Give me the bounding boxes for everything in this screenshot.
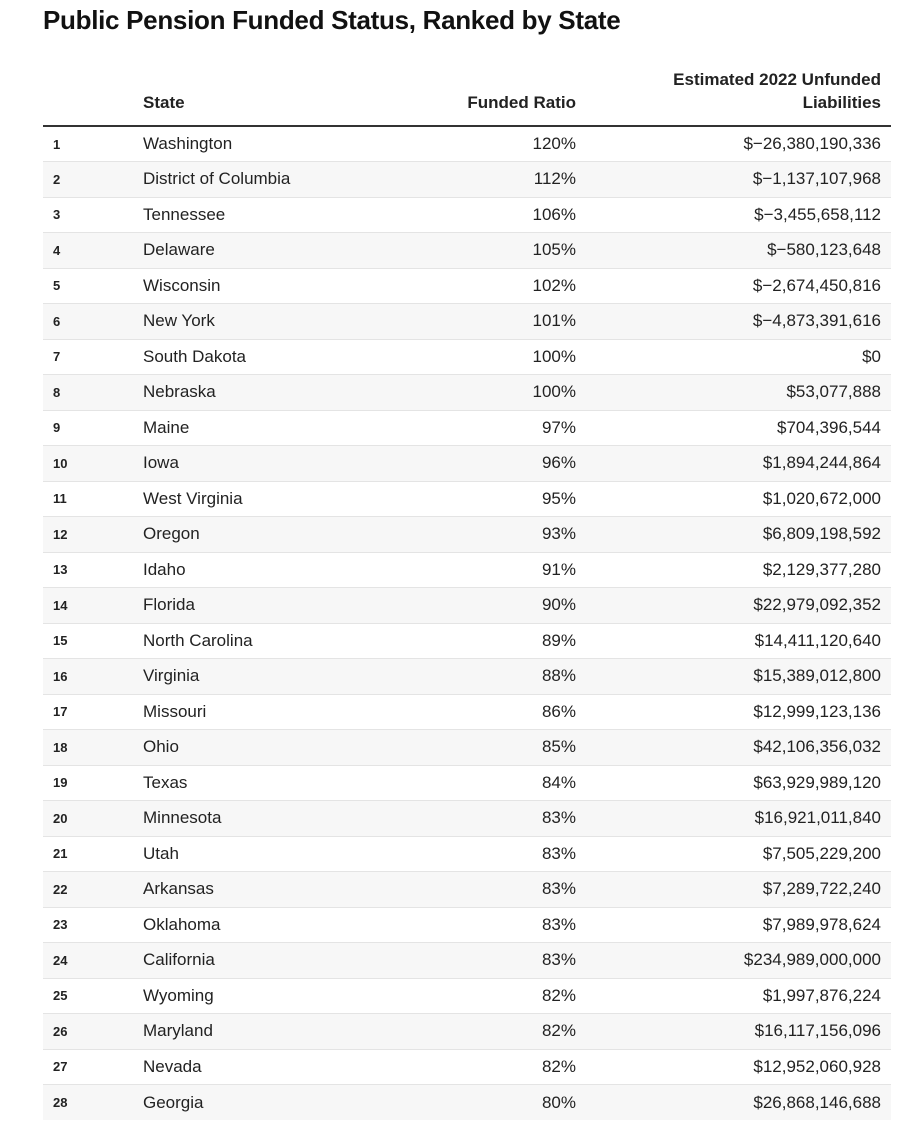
funded-ratio-cell: 97% bbox=[541, 417, 576, 437]
table-row bbox=[43, 978, 891, 1014]
table-row bbox=[43, 410, 891, 446]
funded-ratio-cell: 82% bbox=[541, 1056, 576, 1076]
funded-ratio-cell: 91% bbox=[541, 559, 576, 579]
state-cell: Ohio bbox=[143, 737, 179, 757]
funded-ratio-cell: 95% bbox=[541, 488, 576, 508]
unfunded-liabilities-cell: $22,979,092,352 bbox=[753, 595, 881, 615]
table-row bbox=[43, 765, 891, 801]
state-cell: New York bbox=[143, 311, 215, 331]
rank-cell: 1 bbox=[53, 136, 61, 152]
state-cell: Iowa bbox=[143, 453, 179, 473]
funded-ratio-cell: 106% bbox=[532, 204, 576, 224]
rank-cell: 21 bbox=[53, 846, 68, 862]
unfunded-liabilities-cell: $26,868,146,688 bbox=[753, 1092, 881, 1112]
state-cell: Nebraska bbox=[143, 382, 216, 402]
state-cell: Maryland bbox=[143, 1021, 213, 1041]
table-row bbox=[43, 304, 891, 340]
unfunded-liabilities-cell: $2,129,377,280 bbox=[762, 559, 881, 579]
unfunded-liabilities-cell: $−1,137,107,968 bbox=[752, 169, 881, 189]
state-cell: Virginia bbox=[143, 666, 200, 686]
unfunded-liabilities-cell: $1,894,244,864 bbox=[762, 453, 881, 473]
table-row bbox=[43, 126, 891, 162]
rank-cell: 18 bbox=[53, 739, 68, 755]
table-row bbox=[43, 588, 891, 624]
rank-cell: 22 bbox=[53, 881, 68, 897]
unfunded-liabilities-cell: $−4,873,391,616 bbox=[752, 311, 881, 331]
state-cell: Wisconsin bbox=[143, 275, 221, 295]
table-row bbox=[43, 872, 891, 908]
table-row bbox=[43, 730, 891, 766]
rank-cell: 17 bbox=[53, 704, 68, 720]
table-header-row bbox=[43, 68, 891, 126]
state-cell: South Dakota bbox=[143, 346, 247, 366]
page-title: Public Pension Funded Status, Ranked by State bbox=[43, 5, 621, 35]
unfunded-liabilities-cell: $14,411,120,640 bbox=[754, 630, 881, 650]
table-row bbox=[43, 659, 891, 695]
table-row bbox=[43, 446, 891, 482]
funded-ratio-cell: 80% bbox=[541, 1092, 576, 1112]
unfunded-liabilities-cell: $1,020,672,000 bbox=[762, 488, 881, 508]
rank-cell: 4 bbox=[53, 242, 61, 258]
funded-ratio-cell: 83% bbox=[541, 843, 576, 863]
header-rank bbox=[43, 68, 133, 126]
funded-ratio-cell: 96% bbox=[541, 453, 576, 473]
unfunded-liabilities-cell: $12,999,123,136 bbox=[753, 701, 881, 721]
rank-cell: 20 bbox=[53, 810, 68, 826]
state-cell: Missouri bbox=[143, 701, 207, 721]
pension-table bbox=[43, 68, 891, 1120]
table-row bbox=[43, 197, 891, 233]
unfunded-liabilities-cell: $12,952,060,928 bbox=[753, 1056, 881, 1076]
funded-ratio-cell: 90% bbox=[541, 595, 576, 615]
unfunded-liabilities-cell: $704,396,544 bbox=[777, 417, 881, 437]
funded-ratio-cell: 101% bbox=[532, 311, 576, 331]
state-cell: Arkansas bbox=[143, 879, 214, 899]
state-cell: Tennessee bbox=[143, 204, 226, 224]
rank-cell: 8 bbox=[53, 384, 61, 400]
state-cell: Idaho bbox=[143, 559, 186, 579]
unfunded-liabilities-cell: $−580,123,648 bbox=[767, 240, 881, 260]
unfunded-liabilities-cell: $7,505,229,200 bbox=[762, 843, 881, 863]
state-cell: Oregon bbox=[143, 524, 200, 544]
state-cell: Oklahoma bbox=[143, 914, 221, 934]
header-funded-ratio: Funded Ratio bbox=[373, 68, 586, 126]
unfunded-liabilities-cell: $−3,455,658,112 bbox=[754, 204, 881, 224]
unfunded-liabilities-cell: $234,989,000,000 bbox=[743, 950, 881, 970]
table-row bbox=[43, 517, 891, 553]
funded-ratio-cell: 93% bbox=[541, 524, 576, 544]
funded-ratio-cell: 85% bbox=[541, 737, 576, 757]
state-cell: Maine bbox=[143, 417, 190, 437]
rank-cell: 23 bbox=[53, 917, 68, 933]
unfunded-liabilities-cell: $15,389,012,800 bbox=[753, 666, 881, 686]
funded-ratio-cell: 86% bbox=[541, 701, 576, 721]
funded-ratio-cell: 89% bbox=[541, 630, 576, 650]
unfunded-liabilities-cell: $7,989,978,624 bbox=[762, 914, 881, 934]
rank-cell: 27 bbox=[53, 1059, 68, 1075]
state-cell: California bbox=[143, 950, 215, 970]
unfunded-liabilities-cell: $63,929,989,120 bbox=[753, 772, 881, 792]
unfunded-liabilities-cell: $16,921,011,840 bbox=[754, 808, 881, 828]
state-cell: District of Columbia bbox=[143, 169, 291, 189]
table-row bbox=[43, 623, 891, 659]
rank-cell: 16 bbox=[53, 668, 68, 684]
table-row bbox=[43, 907, 891, 943]
funded-ratio-cell: 82% bbox=[541, 985, 576, 1005]
header-state: State bbox=[133, 68, 373, 126]
state-cell: Wyoming bbox=[143, 985, 214, 1005]
unfunded-liabilities-cell: $53,077,888 bbox=[786, 382, 881, 402]
rank-cell: 9 bbox=[53, 420, 61, 436]
funded-ratio-cell: 100% bbox=[532, 382, 576, 402]
rank-cell: 2 bbox=[53, 171, 61, 187]
table-row bbox=[43, 268, 891, 304]
rank-cell: 13 bbox=[53, 562, 68, 578]
unfunded-liabilities-cell: $−2,674,450,816 bbox=[752, 275, 881, 295]
rank-cell: 11 bbox=[53, 491, 67, 507]
funded-ratio-cell: 100% bbox=[532, 346, 576, 366]
funded-ratio-cell: 82% bbox=[541, 1021, 576, 1041]
rank-cell: 3 bbox=[53, 207, 61, 223]
table-row bbox=[43, 162, 891, 198]
rank-cell: 28 bbox=[53, 1095, 68, 1110]
funded-ratio-cell: 120% bbox=[532, 134, 576, 153]
state-cell: Delaware bbox=[143, 240, 215, 260]
funded-ratio-cell: 83% bbox=[541, 808, 576, 828]
table-row bbox=[43, 233, 891, 269]
state-cell: Minnesota bbox=[143, 808, 222, 828]
table-row bbox=[43, 1085, 891, 1121]
unfunded-liabilities-cell: $16,117,156,096 bbox=[754, 1021, 881, 1041]
rank-cell: 24 bbox=[53, 952, 68, 968]
unfunded-liabilities-cell: $1,997,876,224 bbox=[762, 985, 881, 1005]
state-cell: Texas bbox=[143, 772, 188, 792]
table-row bbox=[43, 375, 891, 411]
funded-ratio-cell: 112% bbox=[533, 169, 576, 189]
header-unfunded-liabilities-label: Estimated 2022 Unfunded Liabilities bbox=[673, 70, 881, 112]
table-row bbox=[43, 339, 891, 375]
funded-ratio-cell: 105% bbox=[532, 240, 576, 260]
funded-ratio-cell: 88% bbox=[541, 666, 576, 686]
state-cell: Georgia bbox=[143, 1092, 204, 1112]
state-cell: North Carolina bbox=[143, 630, 253, 650]
table-row bbox=[43, 694, 891, 730]
table-row bbox=[43, 1014, 891, 1050]
table-row bbox=[43, 801, 891, 837]
funded-ratio-cell: 84% bbox=[541, 772, 576, 792]
state-cell: Utah bbox=[143, 843, 179, 863]
state-cell: Nevada bbox=[143, 1056, 202, 1076]
rank-cell: 25 bbox=[53, 988, 68, 1004]
rank-cell: 7 bbox=[53, 349, 61, 365]
funded-ratio-cell: 83% bbox=[541, 879, 576, 899]
table-row bbox=[43, 943, 891, 979]
unfunded-liabilities-cell: $6,809,198,592 bbox=[762, 524, 881, 544]
rank-cell: 19 bbox=[53, 775, 68, 791]
rank-cell: 5 bbox=[53, 278, 61, 294]
rank-cell: 12 bbox=[53, 526, 68, 542]
rank-cell: 10 bbox=[53, 455, 68, 471]
unfunded-liabilities-cell: $−26,380,190,336 bbox=[743, 134, 881, 153]
rank-cell: 15 bbox=[53, 633, 68, 649]
table-row bbox=[43, 1049, 891, 1085]
table-row bbox=[43, 552, 891, 588]
table-row bbox=[43, 836, 891, 872]
state-cell: Washington bbox=[143, 134, 233, 153]
header-unfunded-liabilities bbox=[586, 68, 891, 126]
unfunded-liabilities-cell: $7,289,722,240 bbox=[762, 879, 881, 899]
rank-cell: 26 bbox=[53, 1023, 68, 1039]
rank-cell: 6 bbox=[53, 313, 61, 329]
state-cell: West Virginia bbox=[143, 488, 243, 508]
table-body bbox=[43, 126, 891, 1120]
table-row bbox=[43, 481, 891, 517]
funded-ratio-cell: 83% bbox=[541, 914, 576, 934]
rank-cell: 14 bbox=[53, 597, 68, 613]
state-cell: Florida bbox=[143, 595, 195, 615]
unfunded-liabilities-cell: $0 bbox=[862, 346, 881, 366]
unfunded-liabilities-cell: $42,106,356,032 bbox=[753, 737, 881, 757]
funded-ratio-cell: 102% bbox=[532, 275, 576, 295]
funded-ratio-cell: 83% bbox=[541, 950, 576, 970]
